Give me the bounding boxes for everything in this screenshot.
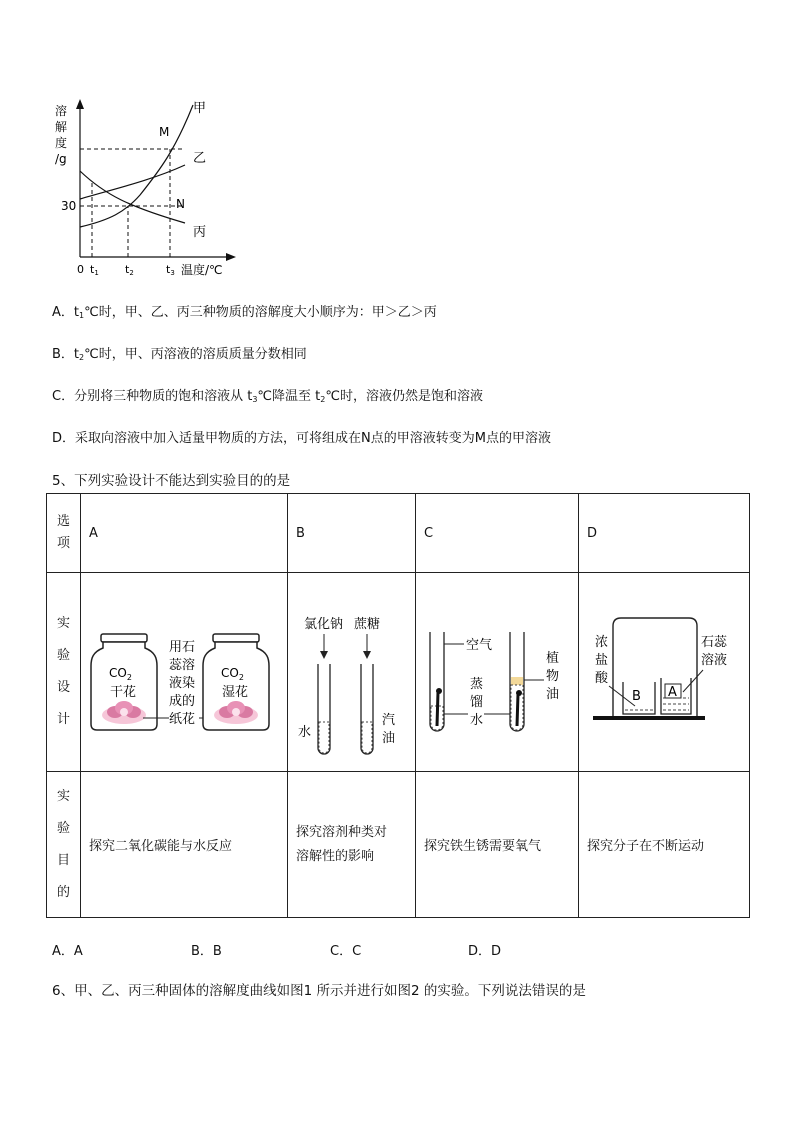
water-label: 水	[298, 724, 312, 740]
beaker-a-label: A	[668, 684, 677, 700]
base-plate	[593, 716, 705, 720]
label-jia: 甲	[193, 101, 207, 116]
choice-a: A．A	[52, 944, 83, 959]
q4-option-d: D．采取向溶液中加入适量甲物质的方法，可将组成在N点的甲溶液转变为M点的甲溶液	[52, 431, 551, 446]
design-c-figure	[416, 574, 578, 771]
jar1-lid	[101, 634, 147, 642]
purpose-b: 探究溶剂种类对 溶解性的影响	[288, 772, 416, 918]
choice-d: D．D	[468, 944, 502, 959]
design-label-1: 实	[56, 616, 70, 631]
q4-b-pre: B．t	[52, 347, 80, 362]
label-M: M	[159, 125, 170, 139]
gasoline-2: 油	[382, 730, 396, 746]
q6-title: 6、甲、乙、丙三种固体的溶解度曲线如图1 所示并进行如图2 的实验。下列说法错误的是	[52, 983, 586, 999]
purpose-label-2: 验	[56, 820, 70, 836]
x-tick-t1-sub: 1	[94, 269, 99, 277]
q4-option-a	[52, 304, 437, 325]
arrow-2-head	[363, 651, 371, 659]
x-tick-t3-sub: 3	[170, 269, 175, 277]
x-tick-t1-main: t	[90, 263, 95, 276]
jar1-co2-main: CO	[109, 665, 127, 680]
x-tick-t2-main: t	[125, 263, 130, 276]
label-N: N	[176, 197, 185, 211]
nacl-label: 氯化钠	[304, 616, 344, 632]
purpose-c: 探究铁生锈需要氧气	[416, 772, 579, 918]
litmus-pointer	[683, 670, 703, 692]
mid-4: 成的	[169, 693, 196, 709]
choice-b: B．B	[191, 944, 222, 959]
origin-label: 0	[77, 263, 84, 276]
q4-b-sub: 2	[79, 353, 85, 362]
q4-a-pre: A．t	[52, 305, 79, 320]
design-a	[81, 573, 288, 772]
gasoline-1: 汽	[382, 712, 396, 728]
xlabel: 温度/℃	[181, 263, 223, 277]
tube-1-liquid	[319, 722, 329, 753]
jar1-co2-sub: 2	[126, 672, 132, 682]
experiment-table	[46, 493, 750, 918]
ylabel-1: 溶	[55, 104, 68, 118]
purpose-label	[47, 772, 81, 918]
label-yi: 乙	[193, 151, 207, 166]
design-label-2: 验	[56, 648, 70, 663]
jar2-lid	[213, 634, 259, 642]
header-row	[47, 494, 750, 573]
mid-1: 用石	[169, 639, 196, 655]
nail-1-head	[436, 688, 442, 694]
design-d	[579, 573, 750, 772]
q4-option-b	[52, 346, 307, 367]
q4-option-c	[52, 388, 483, 409]
jar2-co2-sub: 2	[238, 672, 244, 682]
x-tick-t2-sub: 2	[129, 269, 134, 277]
distilled-3: 水	[470, 712, 484, 728]
acid-2: 盐	[595, 652, 609, 668]
design-d-figure	[579, 574, 749, 771]
sugar-label: 蔗糖	[354, 616, 381, 632]
solubility-graph	[50, 95, 250, 285]
purpose-label-1: 实	[56, 788, 70, 804]
design-label-4: 计	[56, 712, 70, 727]
purpose-row	[47, 772, 750, 918]
y-axis-arrow	[76, 99, 84, 109]
litmus-1: 石蕊	[701, 634, 728, 650]
header-c: C	[416, 494, 579, 573]
oil-layer	[511, 677, 523, 685]
q4-c-post: ℃时，溶液仍然是饱和溶液	[325, 389, 483, 404]
curve-bing	[80, 171, 185, 223]
purpose-label-3: 目	[56, 852, 70, 868]
design-row	[47, 573, 750, 772]
ylabel-2: 解	[55, 120, 68, 134]
arrow-1-head	[320, 651, 328, 659]
curve-yi	[80, 165, 185, 199]
x-tick-t3-main: t	[166, 263, 171, 276]
x-axis-arrow	[226, 253, 236, 261]
q4-c-sub: 3	[252, 395, 258, 404]
design-label	[47, 573, 81, 772]
label-bing: 丙	[193, 225, 207, 240]
purpose-d: 探究分子在不断运动	[579, 772, 750, 918]
q4-a-sub: 1	[79, 311, 85, 320]
choice-c: C．C	[330, 944, 362, 959]
design-a-figure	[81, 574, 287, 771]
oil-2: 物	[546, 668, 560, 684]
design-b-figure	[288, 574, 415, 771]
mid-5: 纸花	[169, 711, 196, 727]
ylabel-4: /g	[55, 152, 67, 166]
q4-c-sub2: 2	[320, 395, 326, 404]
mid-3: 液染	[169, 675, 196, 691]
nail-2-head	[516, 690, 522, 696]
nail-2	[517, 694, 518, 726]
x-tick-t2	[125, 263, 134, 277]
acid-3: 酸	[595, 670, 609, 686]
x-tick-t1	[90, 263, 99, 277]
design-label-3: 设	[56, 680, 70, 695]
q4-c-mid: ℃降温至 t	[257, 389, 321, 404]
distilled-1: 蒸	[470, 676, 484, 692]
purpose-label-4: 的	[56, 884, 70, 900]
oil-1: 植	[546, 650, 560, 666]
jar1-dry: 干花	[110, 684, 137, 700]
y-tick-30: 30	[61, 199, 77, 213]
ylabel-3: 度	[55, 136, 68, 150]
air-label: 空气	[466, 637, 493, 653]
distilled-2: 馏	[470, 694, 484, 710]
purpose-a: 探究二氧化碳能与水反应	[81, 772, 288, 918]
x-tick-t3	[166, 263, 175, 277]
q4-a-post: ℃时，甲、乙、丙三种物质的溶解度大小顺序为：甲＞乙＞丙	[84, 305, 437, 320]
mid-2: 蕊溶	[169, 657, 196, 673]
oil-3: 油	[546, 686, 560, 702]
beaker-b-label: B	[632, 688, 641, 704]
header-a: A	[81, 494, 288, 573]
q4-c-pre: C．分别将三种物质的饱和溶液从 t	[52, 389, 253, 404]
tube-2-liquid	[362, 722, 372, 753]
header-option-label: 选 项	[47, 494, 81, 573]
header-d: D	[579, 494, 750, 573]
design-c	[416, 573, 579, 772]
header-b: B	[288, 494, 416, 573]
design-b	[288, 573, 416, 772]
nail-1	[437, 692, 438, 726]
litmus-2: 溶液	[701, 652, 728, 668]
jar2-co2-main: CO	[221, 665, 239, 680]
acid-1: 浓	[595, 634, 609, 650]
q4-b-post: ℃时，甲、丙溶液的溶质质量分数相同	[84, 347, 307, 362]
q5-title: 5、下列实验设计不能达到实验目的的是	[52, 473, 291, 489]
jar2-wet: 湿花	[222, 684, 249, 700]
